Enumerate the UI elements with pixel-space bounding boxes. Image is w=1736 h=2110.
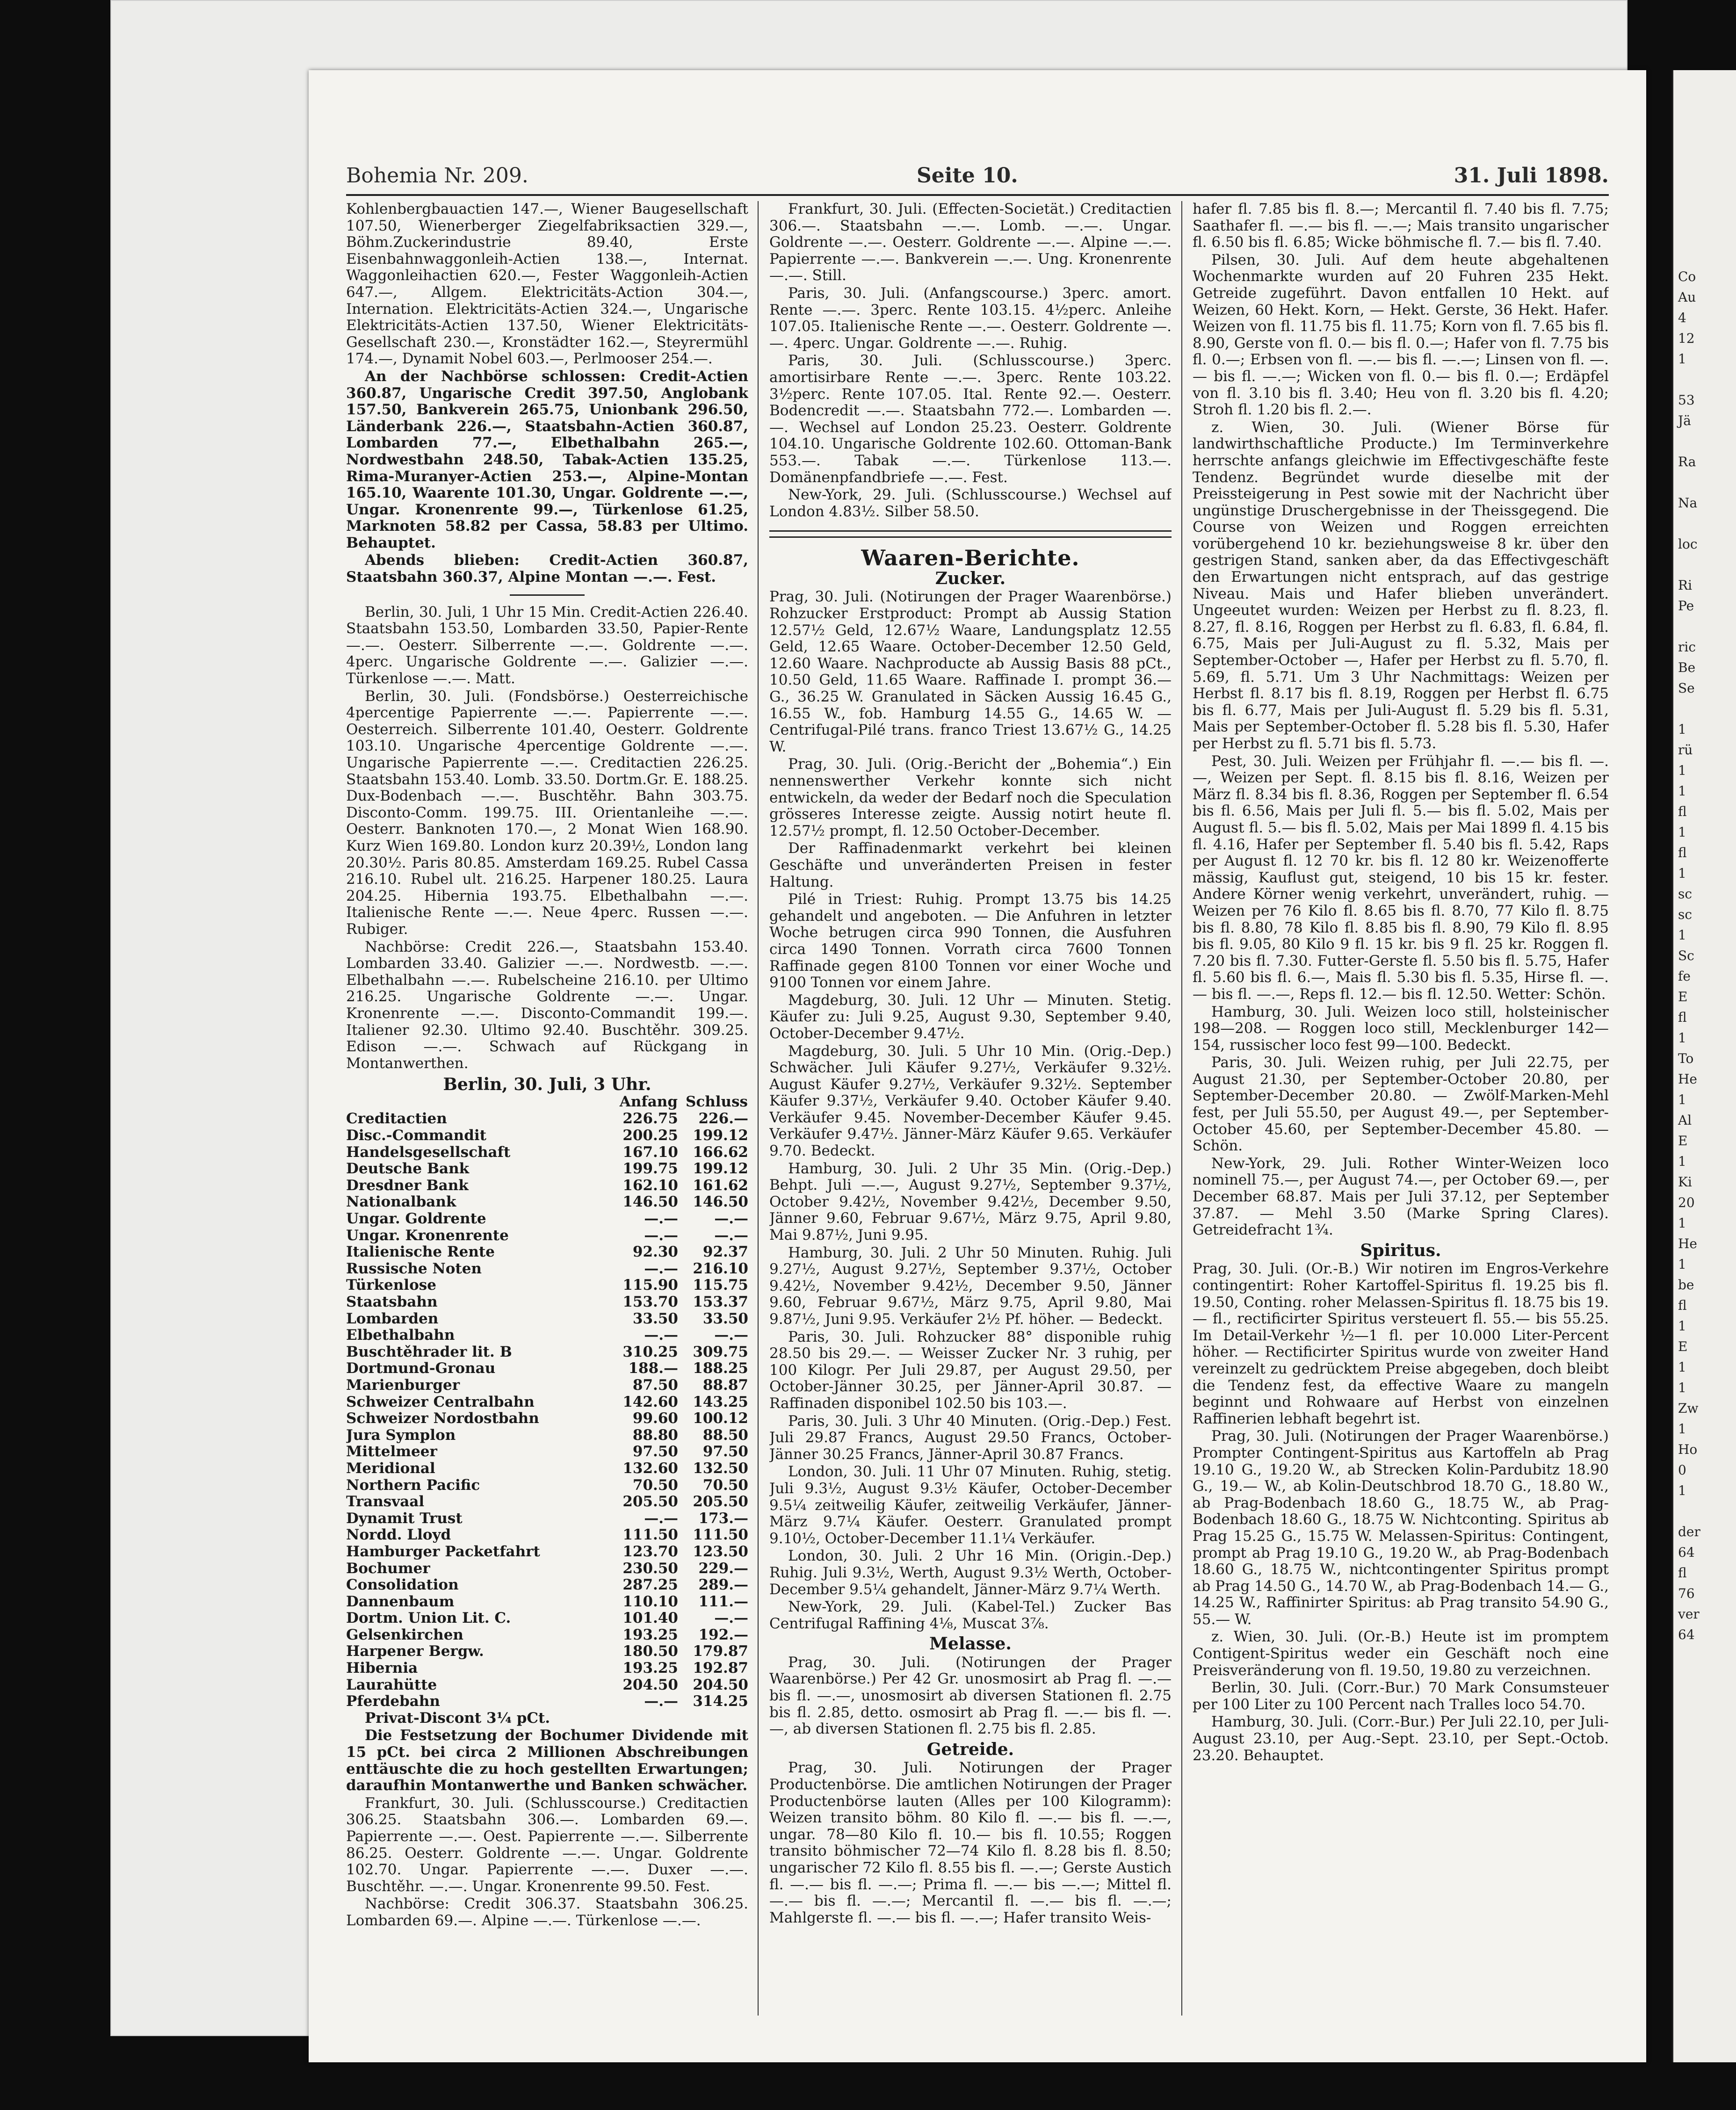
grain-report: Pilsen, 30. Juli. Auf dem heute abgehaltenen Wochenmarkte wurden auf 20 Fuhren 235 Hekt. Getreide zugeführt. Davon entfallen 10 Hekt. auf Weizen, 60 Hekt. Korn, — Hekt. Gerste, 36 Hekt. Hafer. Weizen von fl. 11.75 bis fl. 11.75; Korn von fl. 7.65 bis fl. 8.90, Gerste von fl. 0.— bis fl. 0.—; Hafer von fl. 7.75 bis fl. 0.—; Erbsen von fl. —.— bis fl. —.—; Linsen von fl. —.— bis fl. —.—; Wicken von fl. 0.— bis fl. 0.—; Erdäpfel von fl. 3.10 bis fl. 3.40; Heu von fl. 3.20 bis fl. 4.20; Stroh fl. 1.20 bis fl. 2.—. (1193, 251, 1609, 419)
bochum-dividend-note: Die Festsetzung der Bochumer Dividende mit 15 pCt. bei circa 2 Millionen Abschreibungen enttäuschte die zu hoch gestellten Erwartungen; daraufhin Montanwerthe und Banken schwächer. (346, 1727, 748, 1794)
security-name: Türkenlose (346, 1277, 436, 1294)
closing-price: 226.— (698, 1110, 748, 1127)
spiritus-report: Prag, 30. Juli. (Notirungen der Prager Waarenbörse.) Prompter Contingent-Spiritus aus Kartoffeln ab Prag 19.10 G., 19.20 W., ab Strecken Kolin-Pardubitz 18.90 G., 19.— W., ab Kolin-Deutschbrod 18.70 G., 18.80 W., ab Prag-Bodenbach 18.60 G., 18.75 W., ab Prag-Bodenbach 18.60 G., 18.75 W. Nichtconting. Spiritus ab Prag 15.25 G., 15.75 W. Melassen-Spiritus: Contingent, prompt ab Prag 19.10 G., 19.20 W., ab Prag-Bodenbach 18.60 G., 18.75 W., nichtcontingenter Spiritus prompt ab Prag 14.50 G., 14.70 W., ab Prag-Bodenbach 14.— G., 14.25 W., Raffinirter Spiritus: ab Prag transito 54.90 G., 55.— W. (1193, 1428, 1609, 1628)
closing-price: 309.75 (693, 1343, 748, 1360)
vienna-stock-report: Kohlenbergbauactien 147.—, Wiener Baugesellschaft 107.50, Wienerberger Ziegelfabriksactien 329.—, Böhm.Zuckerindustrie 89.40, Erste Eisenbahnwaggonleih-Actien 138.—, Internat. Waggonleihactien 620.—, Fester Waggonleih-Actien 647.—, Allgem. Elektricitäts-Action 304.—, Internation. Elektricitäts-Actien 324.—, Ungarische Elektricitäts-Actien 137.50, Wiener Elektricitäts-Gesellschaft 230.—, Kronstädter 162.—, Steyrermühl 174.—, Dynamit Nobel 603.—, Perlmooser 254.—. (346, 201, 748, 368)
opening-price: 205.50 (622, 1493, 678, 1510)
security-name: Marienburger (346, 1377, 460, 1394)
table-row (346, 1693, 748, 1710)
closing-price: 100.12 (693, 1410, 748, 1427)
table-row (346, 1261, 748, 1278)
newspaper-page (309, 70, 1646, 2062)
table-row (346, 1311, 748, 1328)
section-rule (510, 594, 585, 596)
spiritus-section (1193, 1261, 1609, 1764)
security-name: Dortm. Union Lit. C. (346, 1610, 511, 1627)
opening-price: —.— (644, 1227, 678, 1244)
security-name: Transvaal (346, 1494, 425, 1510)
security-name: Mittelmeer (346, 1444, 437, 1460)
security-name: Elbethalbahn (346, 1327, 455, 1344)
berlin-table-title: Berlin, 30. Juli, 3 Uhr. (443, 1075, 651, 1095)
table-row (346, 1111, 748, 1127)
table-row (346, 1660, 748, 1677)
opening-price: 230.50 (622, 1560, 678, 1577)
table-row (346, 1161, 748, 1178)
table-row (346, 1594, 748, 1611)
table-row (346, 1178, 748, 1194)
opening-price: 204.50 (622, 1676, 678, 1693)
spiritus-report: Berlin, 30. Juli. (Corr.-Bur.) 70 Mark Consumsteuer per 100 Liter zu 100 Percent nach Tralles loco 54.70. (1193, 1679, 1609, 1713)
zucker-report: London, 30. Juli. 2 Uhr 16 Min. (Origin.-Dep.) Ruhig. Juli 9.3½, Werth, August 9.3½ Werth, October-December 9.5¼ gehandelt, Jänner-März 9.7¼ Werth. (769, 1547, 1172, 1598)
opening-price: 193.25 (622, 1660, 678, 1677)
table-row (346, 1377, 748, 1394)
opening-price: 167.10 (622, 1143, 678, 1161)
closing-price: 92.37 (702, 1243, 748, 1261)
adjacent-page-edge (1672, 70, 1736, 2062)
closing-price: 153.37 (693, 1293, 748, 1310)
opening-price: 70.50 (632, 1476, 678, 1494)
opening-price: 200.25 (622, 1127, 678, 1144)
zucker-report: Pilé in Triest: Ruhig. Prompt 13.75 bis 14.25 gehandelt und angeboten. — Die Anfuhren in letzter Woche betrugen circa 990 Tonnen, die Ausfuhren circa 1490 Tonnen. Vorrath circa 7600 Tonnen Raffinade gegen 8100 Tonnen vor einer Woche und 9100 Tonnen vor einem Jahre. (769, 891, 1172, 991)
zucker-report: Paris, 30. Juli. Rohzucker 88° disponible ruhig 28.50 bis 29.—. — Weisser Zucker Nr. 3 ruhig, per 100 Kilogr. Per Juli 29.87, per August 29.50, per October-Jänner 30.25, per Jänner-April 30.87. — Raffinaden disponibel 102.50 bis 103.—. (769, 1328, 1172, 1412)
opening-price: 92.30 (632, 1243, 678, 1261)
closing-price: 111.— (698, 1593, 748, 1610)
security-name: Meridional (346, 1460, 435, 1477)
table-row (346, 1477, 748, 1494)
table-row (346, 1211, 748, 1228)
table-row (346, 1527, 748, 1544)
berlin-nachboerse: Nachbörse: Credit 226.—, Staatsbahn 153.40. Lombarden 33.40. Galizier —.—. Nordwestb. —.—. Elbethalbahn —.—. Rubelscheine 216.10. per Ultimo 216.25. Ungarische Goldrente —.—. Ungar. Kronenrente —.—. Disconto-Commandit 199.—. Italiener 92.30. Ultimo 92.40. Buschtěhr. 309.25. Edison —.—. Schwach auf Rückgang in Montanwerthen. (346, 938, 748, 1072)
zucker-section (769, 589, 1172, 1632)
subsection-title-zucker: Zucker. (935, 568, 1006, 588)
opening-price: 310.25 (622, 1343, 678, 1360)
opening-price: 132.60 (622, 1460, 678, 1477)
zucker-report: London, 30. Juli. 11 Uhr 07 Minuten. Ruhig, stetig. Juli 9.3½, August 9.3½ Käufer, October-December 9.5¼ zeitweilig Käufer, zeitweilig Verkäufer, Jänner-März 9.7¼ Käufer. Oesterr. Granulated prompt 9.10½, October-December 11.1¼ Verkäufer. (769, 1463, 1172, 1547)
closing-price: 166.62 (693, 1143, 748, 1161)
berlin-report-2: Berlin, 30. Juli. (Fondsbörse.) Oesterreichische 4percentige Papierrente —.—. Papierrente —.—. Oesterreich. Silberrente 101.40, Oesterr. Goldrente 103.10. Ungarische 4percentige Goldrente —.—. Ungarische Papierrente —.—. Creditactien 226.25. Staatsbahn 153.40. Lomb. 33.50. Dortm.Gr. E. 188.25. Dux-Bodenbach —.—. Buschtěhr. Bahn 303.75. Disconto-Comm. 199.75. III. Orientanleihe —.—. Oesterr. Banknoten 170.—, 2 Monat Wien 168.90. Kurz Wien 169.80. London kurz 20.39½, London lang 20.30½. Paris 80.85. Amsterdam 169.25. Rubel Cassa 216.10. Rubel ult. 216.25. Harpener 180.25. Laura 204.25. Hibernia 193.75. Elbethalbahn —.—. Italienische Rente —.—. Neue 4perc. Russen —.—. Rubiger. (346, 687, 748, 938)
section-title-waaren: Waaren-Berichte. (861, 545, 1080, 571)
security-name: Russische Noten (346, 1260, 482, 1277)
closing-price: 33.50 (702, 1310, 748, 1327)
closing-price: —.— (714, 1327, 748, 1344)
zucker-report: New-York, 29. Juli. (Kabel-Tel.) Zucker Bas Centrifugal Raffining 4⅛, Muscat 3⅞. (769, 1598, 1172, 1632)
column-2 (769, 201, 1172, 2025)
paris-opening: Paris, 30. Juli. (Anfangscourse.) 3perc. amort. Rente —.—. 3perc. Rente 103.15. 4½perc. Anleihe 107.05. Italienische Rente —.—. Oesterr. Goldrente —.—. 4perc. Ungar. Goldrente —.—. Ruhig. (769, 284, 1172, 352)
zucker-report: Magdeburg, 30. Juli. 12 Uhr — Minuten. Stetig. Käufer zu: Juli 9.25, August 9.30, September 9.40, October-December 9.47½. (769, 991, 1172, 1042)
adjacent-page-text: Co Au 4 12 1 53 Jä Ra Na loc Ri Pe ric Be Se 1 rü 1 1 fl 1 fl 1 sc sc 1 Sc fe E fl 1 To He 1 Al E 1 Ki 20 1 He 1 be fl 1 E 1 1 Zw 1 Ho 0 1 der 64 fl 76 ver 64 (1678, 269, 1700, 1642)
after-hours-report: An der Nachbörse schlossen: Credit-Actien 360.87, Ungarische Credit 397.50, Anglobank 157.50, Bankverein 265.75, Unionbank 296.50, Länderbank 226.—, Staatsbahn-Actien 360.87, Lombarden 77.—, Elbethalbahn 265.—, Nordwestbahn 248.50, Tabak-Actien 135.25, Rima-Muranyer-Actien 253.—, Alpine-Montan 165.10, Waarente 101.30, Ungar. Goldrente —.—, Ungar. Kronenrente 99.—, Türkenlose 61.25, Marknoten 58.82 per Cassa, 58.83 per Ultimo. Behauptet. (346, 368, 748, 551)
table-row (346, 1494, 748, 1510)
security-name: Schweizer Centralbahn (346, 1394, 535, 1410)
opening-price: —.— (644, 1260, 678, 1277)
closing-price: 143.25 (693, 1393, 748, 1410)
column-divider (758, 201, 759, 2016)
opening-price: 33.50 (632, 1310, 678, 1327)
closing-price: 132.50 (693, 1460, 748, 1477)
closing-price: —.— (714, 1610, 748, 1627)
opening-price: 199.75 (622, 1160, 678, 1178)
opening-price: —.— (644, 1510, 678, 1527)
table-row (346, 1510, 748, 1527)
security-name: Hibernia (346, 1660, 418, 1677)
security-name: Dynamit Trust (346, 1510, 463, 1527)
closing-price: 173.— (698, 1510, 748, 1527)
zucker-report: Hamburg, 30. Juli. 2 Uhr 50 Minuten. Ruhig. Juli 9.27½, August 9.27½, September 9.37½, October 9.42½, November 9.42½, December 9.50, Jänner 9.60, Februar 9.67½, März 9.75, April 9.80, Mai 9.87½, Juni 9.95. Verkäufer 2½ Pf. höher. — Bedeckt. (769, 1244, 1172, 1328)
closing-price: 229.— (698, 1560, 748, 1577)
security-name: Dannenbaum (346, 1593, 455, 1610)
table-row (346, 1427, 748, 1444)
table-row (346, 1360, 748, 1377)
closing-price: 70.50 (702, 1476, 748, 1494)
zucker-report: Magdeburg, 30. Juli. 5 Uhr 10 Min. (Orig.-Dep.) Schwächer. Juli Käufer 9.27½, Verkäufer 9.32½. August Käufer 9.27½, Verkäufer 9.32½. September Käufer 9.37½, Verkäufer 9.40. October Käufer 9.40. Verkäufer 9.45. November-December Käufer 9.45. Verkäufer 9.47½. Jänner-März Käufer 9.65. Verkäufer 9.70. Bedeckt. (769, 1042, 1172, 1160)
spiritus-report: Prag, 30. Juli. (Or.-B.) Wir notiren im Engros-Verkehre contingentirt: Roher Kartoffel-Spiritus fl. 19.25 bis fl. 19.50, Conting. roher Melassen-Spiritus fl. 18.75 bis 19.— fl., rectificirter Spiritus versteuert fl. 55.— bis 55.25. Im Detail-Verkehr ½—1 fl. per 10.000 Liter-Percent höher. — Rectificirter Spiritus wurde von zweiter Hand vereinzelt zu gedrücktem Preise abgegeben, doch bleibt die Tendenz fest, da effective Waare zu mangeln beginnt und Rohwaare auf Herbst von einzelnen Raffinerien lebhaft begehrt ist. (1193, 1260, 1609, 1427)
opening-price: 111.50 (622, 1526, 678, 1544)
opening-price: 110.10 (622, 1593, 678, 1610)
closing-price: 88.50 (702, 1426, 748, 1444)
security-name: Nationalbank (346, 1194, 456, 1211)
berlin-table-body (346, 1111, 748, 1710)
closing-price: 146.50 (693, 1193, 748, 1211)
column-1 (346, 201, 748, 2025)
security-name: Gelsenkirchen (346, 1626, 463, 1643)
closing-price: 123.50 (693, 1543, 748, 1560)
opening-price: 123.70 (622, 1543, 678, 1560)
opening-price: 99.60 (632, 1410, 678, 1427)
security-name: Northern Pacific (346, 1477, 480, 1494)
closing-price: —.— (714, 1210, 748, 1228)
closing-price: 204.50 (693, 1676, 748, 1693)
spiritus-report: Hamburg, 30. Juli. (Corr.-Bur.) Per Juli 22.10, per Juli-August 23.10, per Aug.-Sept. 23.10, per Sept.-Octob. 23.20. Behauptet. (1193, 1713, 1609, 1764)
opening-price: 193.25 (622, 1626, 678, 1643)
table-row (346, 1194, 748, 1211)
closing-price: 88.87 (702, 1376, 748, 1394)
security-name: Staatsbahn (346, 1294, 438, 1310)
closing-price: 97.50 (702, 1443, 748, 1460)
column-divider (1181, 201, 1182, 2016)
table-row (346, 1460, 748, 1477)
subsection-title-spiritus: Spiritus. (1360, 1240, 1441, 1260)
security-name: Laurahütte (346, 1676, 437, 1693)
new-york-report: New-York, 29. Juli. (Schlusscourse.) Wechsel auf London 4.83½. Silber 58.50. (769, 486, 1172, 520)
closing-price: 216.10 (693, 1260, 748, 1277)
opening-price: 162.10 (622, 1177, 678, 1194)
opening-price: 153.70 (622, 1293, 678, 1310)
table-row (346, 1677, 748, 1694)
security-name: Consolidation (346, 1577, 459, 1594)
table-row (346, 1577, 748, 1594)
closing-price: 161.62 (693, 1177, 748, 1194)
closing-price: 289.— (698, 1576, 748, 1594)
zucker-report: Der Raffinadenmarkt verkehrt bei kleinen Geschäfte und unveränderten Preisen in fester Haltung. (769, 840, 1172, 890)
column-header-open: Anfang (619, 1093, 678, 1110)
security-name: Pferdebahn (346, 1693, 440, 1710)
closing-price: 188.25 (693, 1360, 748, 1377)
opening-price: 115.90 (622, 1277, 678, 1294)
closing-price: 179.87 (693, 1643, 748, 1660)
security-name: Disc.-Commandit (346, 1127, 486, 1144)
closing-price: 115.75 (693, 1277, 748, 1294)
table-row (346, 1444, 748, 1460)
opening-price: 142.60 (622, 1393, 678, 1410)
security-name: Harpener Bergw. (346, 1643, 484, 1660)
table-row (346, 1344, 748, 1361)
security-name: Italienische Rente (346, 1244, 495, 1261)
publication-issue: Bohemia Nr. 209. (346, 164, 528, 188)
security-name: Nordd. Lloyd (346, 1527, 451, 1544)
closing-price: 199.12 (693, 1127, 748, 1144)
security-name: Dortmund-Gronau (346, 1360, 496, 1377)
table-row (346, 1127, 748, 1144)
table-row (346, 1561, 748, 1577)
security-name: Bochumer (346, 1560, 430, 1577)
running-head (346, 164, 1609, 192)
opening-price: 97.50 (632, 1443, 678, 1460)
frankfurt-nachboerse: Nachbörse: Credit 306.37. Staatsbahn 306.25. Lombarden 69.—. Alpine —.—. Türkenlose —.—. (346, 1895, 748, 1929)
table-row (346, 1277, 748, 1294)
table-row (346, 1294, 748, 1311)
zucker-report: Prag, 30. Juli. (Notirungen der Prager Waarenbörse.) Rohzucker Erstproduct: Prompt ab Aussig Station 12.57½ Geld, 12.67½ Waare, Landungsplatz 12.55 Geld, 12.65 Waare. October-December 12.50 Geld, 12.60 Waare. Nachproducte ab Aussig Basis 88 pCt., 10.50 Geld, 11.65 Waare. Raffinade I. prompt 36.— G., 36.25 W. Granulated in Säcken Aussig 16.45 G., 16.55 W., fob. Hamburg 14.55 G., 14.65 W. — Centrifugal-Pilé trans. franco Triest 13.67½ G., 14.25 W. (769, 588, 1172, 755)
opening-price: 146.50 (622, 1193, 678, 1211)
frankfurt-report: Frankfurt, 30. Juli. (Schlusscourse.) Creditactien 306.25. Staatsbahn 306.—. Lombarden 69.—. Papierrente —.—. Oest. Papierrente —.—. Silberrente 86.25. Oesterr. Goldrente —.—. Ungar. Goldrente 102.70. Ungar. Papierrente —.—. Duxer —.—. Buschtěhr. —.—. Ungar. Kronenrente 99.50. Fest. (346, 1794, 748, 1895)
grain-reports (1193, 201, 1609, 1239)
security-name: Jura Symplon (346, 1427, 456, 1444)
paris-closing: Paris, 30. Juli. (Schlusscourse.) 3perc. amortisirbare Rente —.—. 3perc. Rente 103.22. 3½perc. Rente 107.05. Ital. Rente 92.—. Oesterr. Bodencredit —.—. Staatsbahn 772.—. Lombarden —.—. Wechsel auf London 25.23. Oesterr. Goldrente 104.10. Ungarische Goldrente 102.60. Ottoman-Bank 553.—. Tabak —.—. Türkenlose 113.—. Domänenpfandbriefe —.—. Fest. (769, 352, 1172, 486)
closing-price: 192.87 (693, 1660, 748, 1677)
subsection-title-melasse: Melasse. (929, 1634, 1012, 1654)
opening-price: 87.50 (632, 1376, 678, 1394)
closing-price: 192.— (698, 1626, 748, 1643)
security-name: Handelsgesellschaft (346, 1144, 511, 1161)
header-rule (346, 194, 1609, 196)
grain-report: Paris, 30. Juli. Weizen ruhig, per Juli 22.75, per August 21.30, per September-October 20.80, per September-December 20.80. — Zwölf-Marken-Mehl fest, per Juli 55.50, per August 49.—, per September-October 45.60, per September-December 45.80. — Schön. (1193, 1054, 1609, 1155)
table-row (346, 1610, 748, 1627)
opening-price: 287.25 (622, 1576, 678, 1594)
closing-price: —.— (714, 1227, 748, 1244)
table-row (346, 1544, 748, 1561)
berlin-quotes-table (346, 1093, 748, 1710)
subsection-title-getreide: Getreide. (926, 1739, 1014, 1759)
table-row (346, 1410, 748, 1427)
grain-report: Hamburg, 30. Juli. Weizen loco still, holsteinischer 198—208. — Roggen loco still, Mecklenburger 142—154, russischer loco fest 99—100. Bedeckt. (1193, 1003, 1609, 1054)
grain-report: New-York, 29. Juli. Rother Winter-Weizen loco nominell 75.—, per August 74.—, per October 69.—, per December 68.87. Mais per Juli 37.12, per September 37.87. — Mehl 3.50 (Marke Spring Clares). Getreidefracht 1¾. (1193, 1155, 1609, 1239)
table-row (346, 1327, 748, 1344)
column-3 (1193, 201, 1609, 2025)
section-double-rule (769, 530, 1172, 538)
table-row (346, 1394, 748, 1411)
getreide-report: Prag, 30. Juli. Notirungen der Prager Productenbörse. Die amtlichen Notirungen der Prager Productenbörse lauten (Alles per 100 Kilogramm): Weizen transito böhm. 80 Kilo fl. —.— bis fl. —.—, ungar. 78—80 Kilo fl. 10.— bis fl. 10.55; Roggen transito böhmischer 72—74 Kilo fl. 8.28 bis fl. 8.50; ungarischer 72 Kilo fl. 8.55 bis fl. —.—; Gerste Austich fl. —.— bis fl. —.—; Prima fl. —.— bis —.—; Mittel fl. —.— bis fl. —.—; Mercantil fl. —.— bis fl. —.—; Mahlgerste fl. —.— bis fl. —.—; Hafer transito Weis- (769, 1759, 1172, 1926)
opening-price: 101.40 (622, 1610, 678, 1627)
security-name: Dresdner Bank (346, 1177, 469, 1194)
opening-price: 180.50 (622, 1643, 678, 1660)
opening-price: —.— (644, 1327, 678, 1344)
frankfurt-effecten: Frankfurt, 30. Juli. (Effecten-Societät.) Creditactien 306.—. Staatsbahn —.—. Lomb. —.—. Ungar. Goldrente —.—. Oesterr. Goldrente —.—. Alpine —.—. Papierrente —.—. Bankverein —.—. Ung. Kronenrente —.—. Still. (769, 201, 1172, 284)
zucker-report: Hamburg, 30. Juli. 2 Uhr 35 Min. (Orig.-Dep.) Behpt. Juli —.—, August 9.27½, September 9.37½, October 9.42½, November 9.42½, December 9.50, Jänner 9.60, Februar 9.67½, März 9.75, April 9.80, Mai 9.87½, Juni 9.95. (769, 1160, 1172, 1244)
security-name: Buschtěhrader lit. B (346, 1344, 512, 1360)
security-name: Creditactien (346, 1111, 447, 1127)
opening-price: —.— (644, 1210, 678, 1228)
spiritus-report: z. Wien, 30. Juli. (Or.-B.) Heute ist im promptem Contigent-Spiritus weder ein Geschäft noch eine Preisveränderung von fl. 19.50, 19.80 zu verzeichnen. (1193, 1628, 1609, 1679)
opening-price: 226.75 (622, 1110, 678, 1127)
security-name: Ungar. Goldrente (346, 1211, 486, 1228)
table-row (346, 1244, 748, 1261)
security-name: Schweizer Nordostbahn (346, 1410, 539, 1427)
closing-price: 314.25 (693, 1693, 748, 1710)
grain-report: z. Wien, 30. Juli. (Wiener Börse für landwirthschaftliche Producte.) Im Terminverkehre herrschte anfangs gleichwie im Effectivgeschäfte feste Tendenz. Begründet wurde dieselbe mit der Preissteigerung in Pest sowie mit der Nachricht über ungünstige Druschergebnisse in der Theissgegend. Die Course von Weizen und Roggen erreichten vorübergehend 10 kr. beziehungsweise 8 kr. über den gestrigen Stand, sanken aber, da das Effectivgeschäft den Erwartungen nicht entsprach, auf das gestrige Niveau. Mais und Hafer blieben unverändert. Ungeeutet wurden: Weizen per Herbst zu fl. 8.23, fl. 8.27, fl. 8.16, Roggen per Herbst zu fl. 6.83, fl. 6.84, fl. 6.75, Mais per Juli-August zu fl. 5.32, Mais per September-October —, Hafer per Herbst zu fl. 5.70, fl. 5.69, fl. 5.71. Um 3 Uhr Nachmittags: Weizen per Herbst fl. 8.17 bis fl. 8.19, Roggen per Herbst fl. 6.75 bis fl. 6.77, Mais per Juli-August fl. 5.29 bis fl. 5.31, Mais per September-October fl. 5.28 bis fl. 5.30, Hafer per Herbst zu fl. 5.71 bis fl. 5.73. (1193, 419, 1609, 752)
grain-report: Pest, 30. Juli. Weizen per Frühjahr fl. —.— bis fl. —.—, Weizen per Sept. fl. 8.15 bis fl. 8.16, Weizen per März fl. 8.34 bis fl. 8.36, Roggen per September fl. 6.54 bis fl. 6.56, Mais per Juli fl. 5.— bis fl. 5.02, Mais per August fl. 5.— bis fl. 5.02, Mais per Mai 1899 fl. 4.15 bis fl. 4.16, Hafer per September fl. 5.40 bis fl. 5.42, Raps per August fl. 12 70 kr. bis fl. 12 80 kr. Weizenofferte mässig, Kauflust gut, steigend, 10 bis 15 kr. fester. Andere Körner wenig verkehrt, unverändert, ruhig. — Weizen per 76 Kilo fl. 8.65 bis fl. 8.70, 77 Kilo fl. 8.75 bis fl. 8.80, 78 Kilo fl. 8.85 bis fl. 8.90, 79 Kilo fl. 8.95 bis fl. 9.05, 80 Kilo 9 fl. 15 kr. bis 9 fl. 25 kr. Roggen fl. 7.20 bis fl. 7.30. Futter-Gerste fl. 5.50 bis fl. 5.75, Hafer fl. 5.60 bis fl. 6.—, Mais fl. 5.30 bis fl. 5.35, Hirse fl. —.— bis fl. —.—, Reps fl. 12.— bis fl. 12.50. Wetter: Schön. (1193, 752, 1609, 1003)
table-row (346, 1228, 748, 1244)
table-row (346, 1144, 748, 1161)
page-number: Seite 10. (917, 164, 1018, 188)
closing-price: 205.50 (693, 1493, 748, 1510)
melasse-report: Prag, 30. Juli. (Notirungen der Prager Waarenbörse.) Per 42 Gr. unosmosirt ab Prag fl. —.— bis fl. —.—, unosmosirt ab diversen Stationen fl. 2.75 bis fl. 2.85, detto. osmosirt ab Prag fl. —.— bis fl. —.—, ab diversen Stationen fl. 2.75 bis fl. 2.85. (769, 1654, 1172, 1738)
berlin-report-1: Berlin, 30. Juli, 1 Uhr 15 Min. Credit-Actien 226.40. Staatsbahn 153.50, Lombarden 33.50, Papier-Rente —.—. Oesterr. Silberrente —.—. Goldrente —.—. 4perc. Ungarische Goldrente —.—. Galizier —.—. Türkenlose —.—. Matt. (346, 603, 748, 687)
evening-report: Abends blieben: Credit-Actien 360.87, Staatsbahn 360.37, Alpine Montan —.—. Fest. (346, 552, 748, 586)
zucker-report: Paris, 30. Juli. 3 Uhr 40 Minuten. (Orig.-Dep.) Fest. Juli 29.87 Francs, August 29.50 Francs, October-Jänner 30.25 Francs, Jänner-April 30.87 Francs. (769, 1412, 1172, 1463)
closing-price: 199.12 (693, 1160, 748, 1178)
security-name: Deutsche Bank (346, 1161, 470, 1178)
opening-price: —.— (644, 1693, 678, 1710)
column-header-close: Schluss (685, 1093, 748, 1110)
security-name: Lombarden (346, 1310, 439, 1327)
private-discount: Privat-Discont 3¼ pCt. (365, 1709, 550, 1727)
security-name: Hamburger Packetfahrt (346, 1543, 540, 1560)
table-row (346, 1627, 748, 1644)
zucker-report: Prag, 30. Juli. (Orig.-Bericht der „Bohemia“.) Ein nennenswerther Verkehr konnte sich nicht entwickeln, da weder der Bedarf noch die Speculation grösseres Interesse zeigte. Aussig notirt heute fl. 12.57½ prompt, fl. 12.50 October-December. (769, 756, 1172, 839)
security-name: Ungar. Kronenrente (346, 1227, 509, 1244)
opening-price: 88.80 (632, 1426, 678, 1444)
opening-price: 188.— (628, 1360, 678, 1377)
closing-price: 111.50 (693, 1526, 748, 1544)
issue-date: 31. Juli 1898. (1454, 164, 1609, 188)
grain-report: hafer fl. 7.85 bis fl. 8.—; Mercantil fl. 7.40 bis fl. 7.75; Saathafer fl. —.— bis fl. —.—; Mais transito ungarischer fl. 6.50 bis fl. 6.85; Wicke böhmische fl. 7.— bis fl. 7.40. (1193, 201, 1609, 251)
table-row (346, 1643, 748, 1660)
